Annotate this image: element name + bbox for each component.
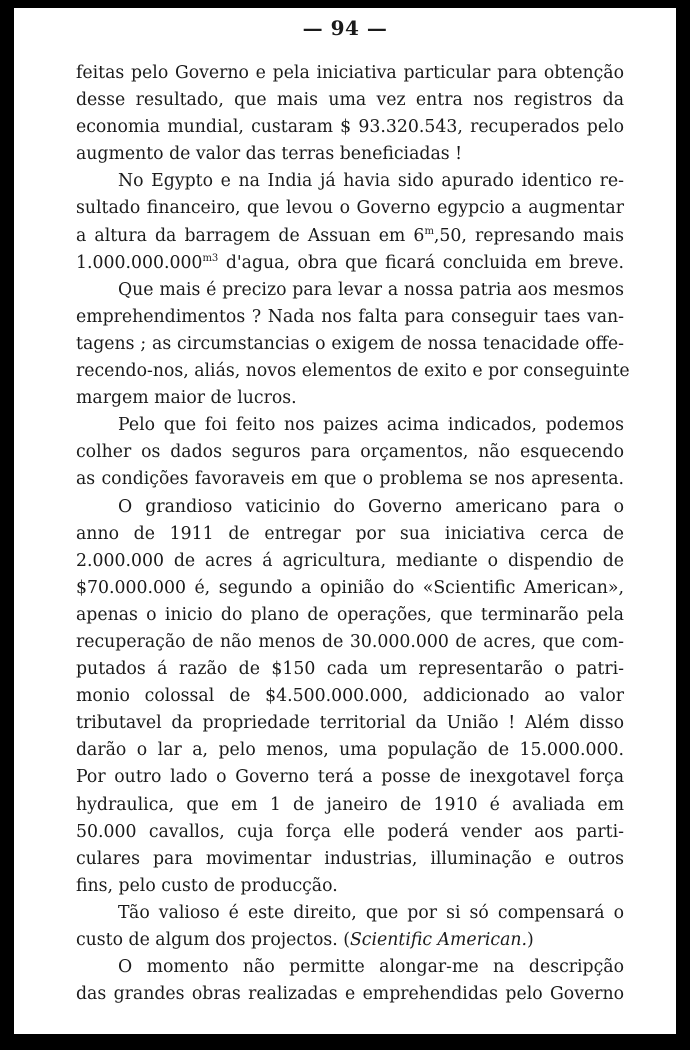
paragraph xyxy=(76,900,624,954)
paragraph xyxy=(76,277,630,412)
text-line: feitas pelo Governo e pela iniciativa particular para obtenção xyxy=(76,63,624,83)
paragraph xyxy=(76,168,624,276)
text-line: recendo-nos, aliás, novos elementos de exito e por conseguinte xyxy=(76,361,630,382)
text-segment: 1.000.000.000 xyxy=(76,252,203,273)
text-segment: ) xyxy=(527,930,534,950)
text-segment: custo de algum dos projectos. ( xyxy=(76,930,350,950)
text-line: margem maior de lucros. xyxy=(76,388,297,409)
superscript-unit: m xyxy=(424,225,434,237)
text-line: O grandioso vaticinio do Governo americano para o xyxy=(118,496,624,517)
text-line: as condições favoraveis em que o problema se nos apresenta. xyxy=(76,469,624,490)
text-line: sultado financeiro, que levou o Governo egypcio a augmentar xyxy=(76,198,624,219)
text-line: hydraulica, que em 1 de janeiro de 1910 é avaliada em xyxy=(76,794,624,815)
text-segment: d'agua, obra que ficará concluida em breve. xyxy=(218,252,624,273)
text-line: economia mundial, custaram $ 93.320.543, recuperados pelo xyxy=(76,117,624,138)
paragraph xyxy=(76,954,624,1008)
paragraph xyxy=(76,494,624,900)
text-line: Pelo que foi feito nos paizes acima indicados, podemos xyxy=(118,415,624,436)
text-line: das grandes obras realizadas e emprehendidas pelo Governo xyxy=(76,984,624,1005)
text-line: O momento não permitte alongar-me na descripção xyxy=(118,957,624,978)
text-line: monio colossal de $4.500.000.000, addicionado ao valor xyxy=(76,686,624,707)
text-line: anno de 1911 de entregar por sua iniciativa cerca de xyxy=(76,523,624,544)
text-line: darão o lar a, pelo menos, uma população de 15.000.000. xyxy=(76,740,624,761)
citation-title: Scientific American. xyxy=(349,930,528,950)
text-line: apenas o inicio do plano de operações, que terminarão pela xyxy=(76,604,624,625)
text-line: 50.000 cavallos, cuja força elle poderá vender aos parti- xyxy=(76,821,624,842)
document-page xyxy=(14,8,676,1034)
text-line xyxy=(76,250,624,277)
text-line xyxy=(76,223,624,250)
text-line: augmento de valor das terras beneficiadas ! xyxy=(76,144,463,165)
text-line: culares para movimentar industrias, illuminação e outros xyxy=(76,848,624,869)
text-line: Tão valioso é este direito, que por si só compensará o xyxy=(118,902,624,923)
text-line: tagens ; as circumstancias o exigem de nossa tenacidade offe- xyxy=(76,333,624,354)
paragraph xyxy=(76,60,624,168)
text-line: 2.000.000 de acres á agricultura, mediante o dispendio de xyxy=(76,550,624,571)
text-line: tributavel da propriedade territorial da União ! Além disso xyxy=(76,713,624,734)
text-segment: a altura da barragem de Assuan em 6 xyxy=(76,225,425,246)
page-number: — 94 — xyxy=(302,16,388,40)
text-line: recuperação de não menos de 30.000.000 de acres, que com- xyxy=(76,631,624,652)
text-line: putados á razão de $150 cada um representarão o patri- xyxy=(76,659,624,680)
superscript-unit: m3 xyxy=(202,252,219,264)
text-line: Por outro lado o Governo terá a posse de inexgotavel força xyxy=(76,767,624,788)
body-text xyxy=(76,60,630,1008)
text-line: $70.000.000 é, segundo a opinião do «Scientific American», xyxy=(76,577,624,598)
text-line: desse resultado, que mais uma vez entra nos registros da xyxy=(76,90,624,111)
text-line: emprehendimentos ? Nada nos falta para conseguir taes van- xyxy=(76,306,624,327)
text-line: No Egypto e na India já havia sido apurado identico re- xyxy=(118,171,624,192)
text-line xyxy=(76,927,624,954)
text-line: colher os dados seguros para orçamentos, não esquecendo xyxy=(76,442,624,463)
text-segment: ,50, represando mais xyxy=(433,225,625,246)
text-line: fins, pelo custo de producção. xyxy=(76,875,338,896)
paragraph xyxy=(76,412,624,493)
text-line: Que mais é precizo para levar a nossa patria aos mesmos xyxy=(118,279,624,300)
